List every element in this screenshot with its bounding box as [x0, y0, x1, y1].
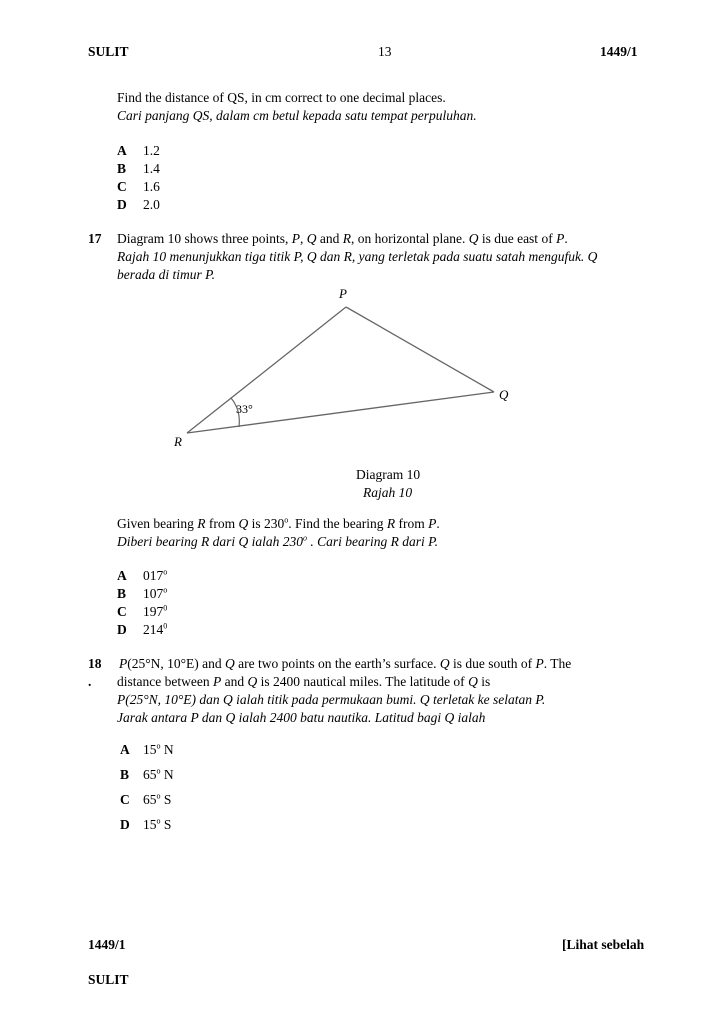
- q18-option-c-letter[interactable]: C: [120, 792, 130, 807]
- diagram-caption-en: Diagram 10: [356, 467, 421, 482]
- q16-option-c-letter[interactable]: C: [117, 179, 127, 194]
- q17-given-ms: Diberi bearing R dari Q ialah 230$^o$ . Cari bearing R dari P.: [117, 533, 439, 549]
- q17-line3-ms: berada di timur P.: [117, 267, 216, 282]
- q18-option-b-letter[interactable]: B: [120, 767, 130, 782]
- q17-option-b-letter[interactable]: B: [117, 586, 127, 601]
- q17-option-d-letter[interactable]: D: [117, 622, 127, 637]
- angle-label: 33°: [236, 402, 253, 416]
- q17-option-b-value: 107$^o$: [143, 585, 168, 601]
- q18-option-a-value: 15$^o$ N: [143, 741, 174, 757]
- q17-option-c-value: $197^0$: [143, 603, 168, 619]
- q18-option-a-letter[interactable]: A: [120, 742, 130, 757]
- q17-option-d-value: $214^0$: [143, 621, 168, 637]
- label-r: R: [174, 434, 182, 449]
- q18-line1: P(25°N, 10°E) and Q are two points on the earth’s surface. Q is due south of P. The: [119, 656, 572, 671]
- side-pq: [346, 307, 494, 392]
- q16-option-b-letter[interactable]: B: [117, 161, 127, 176]
- q16-option-d-letter[interactable]: D: [117, 197, 127, 212]
- page-number: 13: [378, 44, 392, 59]
- footer-turn-over: [Lihat sebelah: [562, 937, 645, 952]
- diagram-caption-ms: Rajah 10: [363, 485, 413, 500]
- q18-line2: distance between P and Q is 2400 nautical miles. The latitude of Q is: [117, 674, 491, 689]
- q16-text-en: Find the distance of QS, in cm correct to one decimal places.: [117, 90, 446, 105]
- q18-option-d-value: 15$^o$ S: [143, 816, 172, 832]
- q17-line2-ms: Rajah 10 menunjukkan tiga titik P, Q dan R, yang terletak pada suatu satah mengufuk. Q: [117, 249, 598, 264]
- side-qr: [187, 392, 494, 433]
- header-paper-code: 1449/1: [600, 44, 638, 59]
- q16-option-d-value: 2.0: [143, 197, 160, 212]
- q18-option-d-letter[interactable]: D: [120, 817, 130, 832]
- header-sulit: SULIT: [88, 44, 129, 59]
- q17-option-a-value: 017$^o$: [143, 567, 168, 583]
- triangle-sides: [187, 307, 494, 433]
- q17-option-c-letter[interactable]: C: [117, 604, 127, 619]
- q18-line3-ms: P(25°N, 10°E) dan Q ialah titik pada permukaan bumi. Q terletak ke selatan P.: [117, 692, 546, 707]
- q18-option-c-value: 65$^o$ S: [143, 791, 172, 807]
- q16-option-b-value: 1.4: [143, 161, 160, 176]
- label-p: P: [339, 286, 347, 301]
- q18-number: 18: [88, 656, 102, 671]
- q17-option-a-letter[interactable]: A: [117, 568, 127, 583]
- q18-line4-ms: Jarak antara P dan Q ialah 2400 batu nautika. Latitud bagi Q ialah: [117, 710, 486, 725]
- label-q: Q: [499, 387, 509, 402]
- q16-option-c-value: 1.6: [143, 179, 160, 194]
- side-rp: [187, 307, 346, 433]
- q17-line1: Diagram 10 shows three points, P, Q and R, on horizontal plane. Q is due east of P.: [117, 231, 568, 246]
- q16-option-a-letter[interactable]: A: [117, 143, 127, 158]
- footer-paper-code: 1449/1: [88, 937, 126, 952]
- q17-number: 17: [88, 231, 102, 246]
- q16-text-ms: Cari panjang QS, dalam cm betul kepada satu tempat perpuluhan.: [117, 108, 477, 123]
- q18-number-dot: .: [88, 674, 92, 689]
- q17-given-en: Given bearing R from Q is 230$^o$. Find the bearing R from P.: [117, 515, 440, 531]
- q16-option-a-value: 1.2: [143, 143, 160, 158]
- q18-option-b-value: 65$^o$ N: [143, 766, 174, 782]
- footer-sulit: SULIT: [88, 972, 129, 987]
